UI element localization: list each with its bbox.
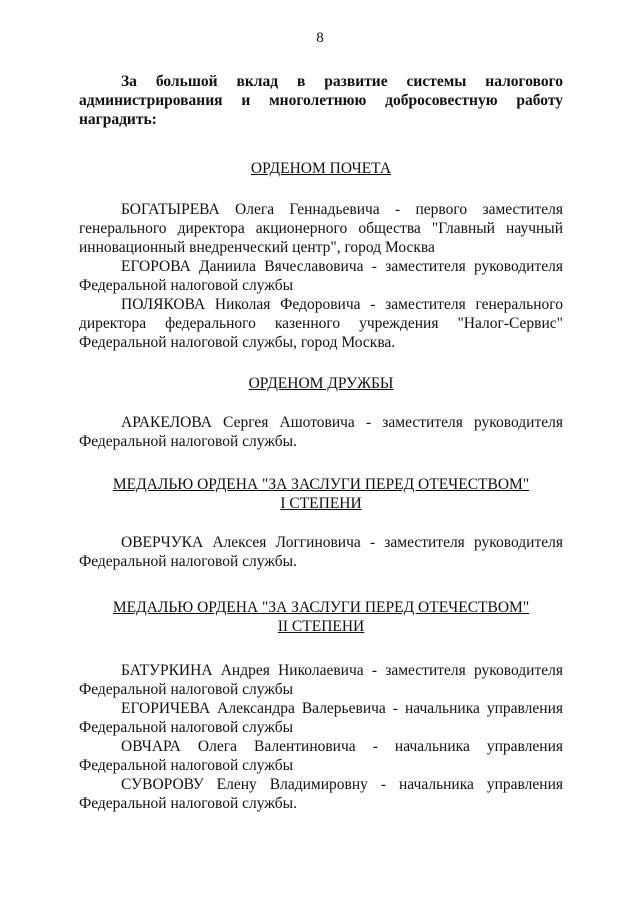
award-entry: ЕГОРОВА Даниила Вячеславовича - заместителя руководителя Федеральной налоговой службы (79, 258, 563, 294)
section-heading-line: МЕДАЛЬЮ ОРДЕНА "ЗА ЗАСЛУГИ ПЕРЕД ОТЕЧЕСТВОМ" (112, 599, 530, 616)
award-entry: БАТУРКИНА Андрея Николаевича - заместителя руководителя Федеральной налоговой службы (79, 662, 563, 698)
award-entry: БОГАТЫРЕВА Олега Геннадьевича - первого заместителя генерального директора акционерного общества "Главный научный инновационный внедренческий центр", город Москва (79, 201, 563, 256)
award-entry: ЕГОРИЧЕВА Александра Валерьевича - начальника управления Федеральной налоговой службы (79, 700, 563, 736)
section-heading-line: I СТЕПЕНИ (280, 495, 362, 512)
section-heading-order-of-friendship: ОРДЕНОМ ДРУЖБЫ (248, 375, 394, 392)
section-heading-medal-first-degree (79, 475, 563, 513)
award-entry: ОВЧАРА Олега Валентиновича - начальника управления Федеральной налоговой службы (79, 738, 563, 774)
award-entry: ПОЛЯКОВА Николая Федоровича - заместителя генерального директора федерального казенного учреждения "Налог-Сервис" Федеральной налоговой службы, город Москва. (79, 296, 563, 351)
section-heading-order-of-honour: ОРДЕНОМ ПОЧЕТА (250, 160, 392, 177)
award-entry: АРАКЕЛОВА Сергея Ашотовича - заместителя руководителя Федеральной налоговой службы. (79, 414, 563, 450)
section-heading-line: II СТЕПЕНИ (277, 618, 365, 635)
award-intro: За большой вклад в развитие системы налогового администрирования и многолетнюю добросовестную работу наградить: (79, 73, 563, 128)
page-number: 8 (316, 30, 324, 46)
award-entry: ОВЕРЧУКА Алексея Логгиновича - заместителя руководителя Федеральной налоговой службы. (79, 534, 563, 570)
document-body (79, 72, 563, 813)
award-entry: СУВОРОВУ Елену Владимировну - начальника управления Федеральной налоговой службы. (79, 776, 563, 812)
section-heading-medal-second-degree (79, 598, 563, 636)
section-heading-line: МЕДАЛЬЮ ОРДЕНА "ЗА ЗАСЛУГИ ПЕРЕД ОТЕЧЕСТВОМ" (112, 476, 530, 493)
